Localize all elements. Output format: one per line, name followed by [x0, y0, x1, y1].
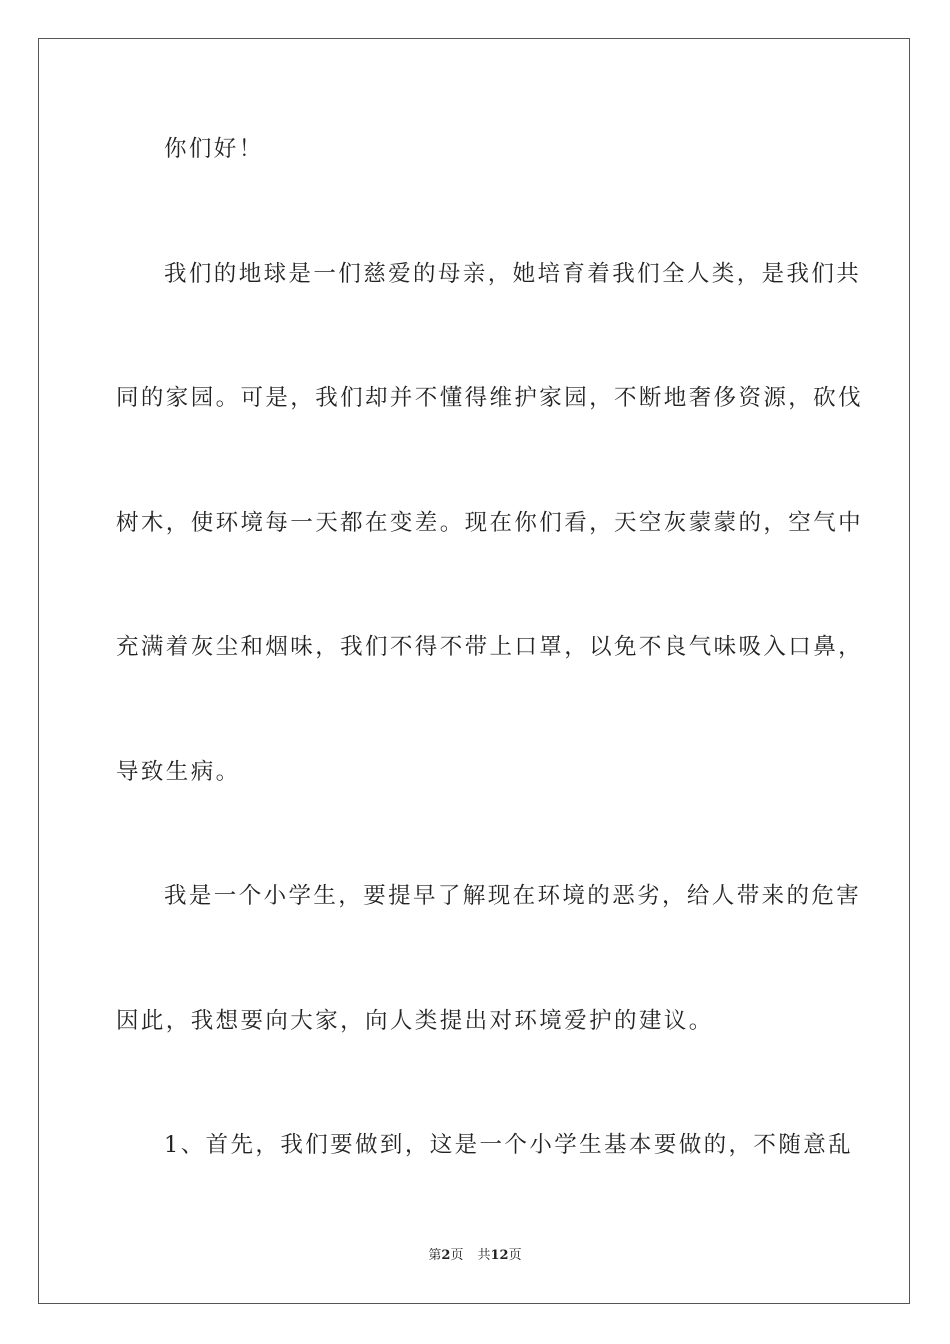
greeting-line: 你们好！: [164, 136, 264, 162]
footer-total-pages: 12: [490, 1248, 509, 1263]
footer-total-suffix: 页: [508, 1248, 522, 1263]
paragraph-line: 充满着灰尘和烟味，我们不得不带上口罩，以免不良气味吸入口鼻，: [116, 634, 864, 660]
paragraph-line: 我们的地球是一们慈爱的母亲，她培育着我们全人类，是我们共: [164, 261, 862, 287]
paragraph-line: 因此，我想要向大家，向人类提出对环境爱护的建议。: [116, 1008, 714, 1034]
page-frame: [38, 38, 910, 1304]
paragraph-line: 我是一个小学生，要提早了解现在环境的恶劣，给人带来的危害: [164, 883, 862, 909]
footer-page-prefix: 第: [428, 1248, 442, 1263]
paragraph-line: 树木，使环境每一天都在变差。现在你们看，天空灰蒙蒙的，空气中: [116, 510, 864, 536]
paragraph-line: 同的家园。可是，我们却并不懂得维护家园，不断地奢侈资源，砍伐: [116, 385, 864, 411]
paragraph-line: 导致生病。: [116, 759, 241, 785]
page-footer: [0, 1246, 950, 1266]
footer-page-suffix: 页: [450, 1248, 464, 1263]
footer-total-prefix: 共: [477, 1248, 491, 1263]
paragraph-line: 1、首先，我们要做到，这是一个小学生基本要做的，不随意乱: [164, 1132, 854, 1158]
footer-page-number: 2: [441, 1248, 451, 1263]
